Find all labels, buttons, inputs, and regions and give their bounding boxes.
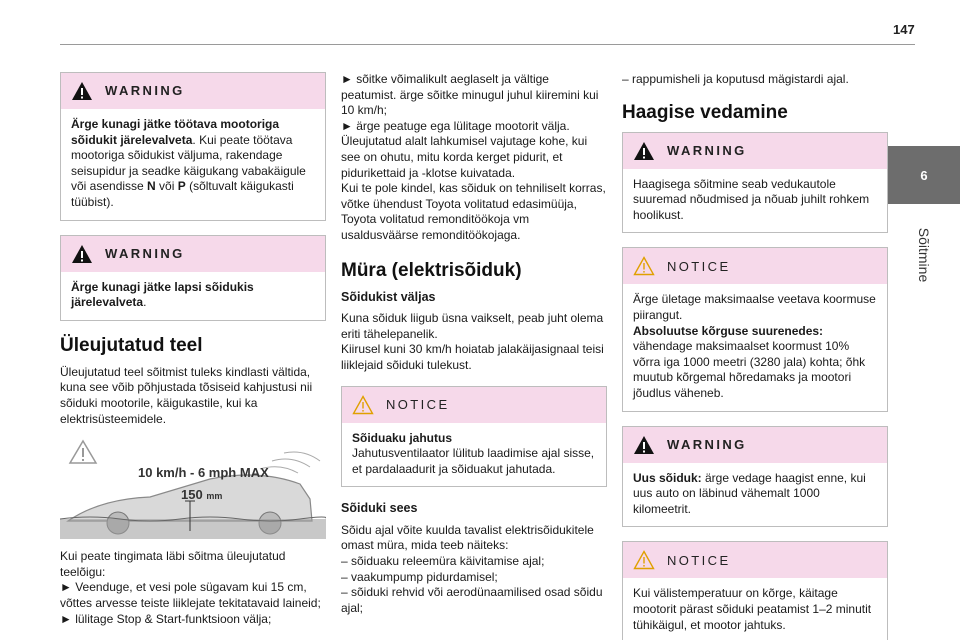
notice-text: Kui välistemperatuur on kõrge, käitage mootorit pärast sõiduki peatamist 1–2 minutit tühikäigul, et mootor jahtuks. xyxy=(633,586,872,632)
warning-icon xyxy=(633,435,655,455)
warning-text: Ärge kunagi jätke lapsi sõidukis järelevalveta. xyxy=(71,279,254,310)
section-title: Müra (elektrisõiduk) xyxy=(341,259,522,281)
notice-title: NOTICE xyxy=(667,258,731,274)
column-3 xyxy=(622,72,888,640)
paragraph: Sõidu ajal võite kuulda tavalist elektrisõidukitele omast müra, mida teeb näiteks: xyxy=(341,522,594,553)
notice-icon xyxy=(352,395,374,415)
notice-title: NOTICE xyxy=(667,552,731,568)
flooded-road-illustration xyxy=(60,439,326,539)
paragraph: Kui te pole kindel, kas sõiduk on tehniliselt korras, võtke ühendust Toyota volitatud edasimüüja, Toyota volitatud remonditöökoja vm usaldusväärse remonditöökojaga. xyxy=(341,181,606,242)
warning-header xyxy=(61,73,325,109)
column-2 xyxy=(341,72,607,616)
warning-icon xyxy=(71,244,93,264)
page-number: 147 xyxy=(893,22,915,37)
warning-icon xyxy=(71,81,93,101)
warning-box xyxy=(60,235,326,321)
notice-icon xyxy=(633,256,655,276)
notice-box xyxy=(622,247,888,411)
warning-text: Ärge kunagi jätke töötava mootoriga sõidukit järelevalveta. Kui peate töötava mootoriga sõidukist väljuma, rakendage seisupidur ja seadke käigukang vabakäigule või asendisse N või P (sõltuvalt käigukasti tüübist). xyxy=(71,117,306,209)
column-1 xyxy=(60,72,326,627)
subsection-title: Sõiduki sees xyxy=(341,501,418,516)
warning-icon xyxy=(633,141,655,161)
warning-header xyxy=(623,427,887,463)
warning-text: Uus sõiduk: ärge vedage haagist enne, kui uus auto on läbinud vähemalt 1000 kilomeetrit. xyxy=(633,470,866,516)
warning-box xyxy=(60,72,326,221)
notice-header xyxy=(623,542,887,578)
speed-limit-label: 10 km/h - 6 mph MAX xyxy=(138,465,269,481)
notice-box xyxy=(341,386,607,488)
notice-header xyxy=(623,248,887,284)
notice-text: Ärge ületage maksimaalse veetava koormuse piirangut. Absoluutse kõrguse suurenedes: vähendage maksimaalset koormust 10% võrra iga 1000 meetri (3280 jala) kohta; õhk muutub kõrgemal hõredamaks ja mootori jõudlus väheneb. xyxy=(633,292,876,400)
bullet-item: ► Veenduge, et vesi pole sügavam kui 15 cm, võttes arvesse teiste liiklejate tekitatavaid laineid; xyxy=(60,580,321,610)
paragraph: Kuna sõiduk liigub üsna vaikselt, peab juht olema eriti tähelepanelik. xyxy=(341,311,604,341)
warning-box xyxy=(622,426,888,528)
warning-text: Haagisega sõitmine seab vedukautole suuremad nõudmised ja nõuab juhilt rohkem hoolikust. xyxy=(633,176,870,222)
bullet-item: ► lülitage Stop & Start-funktsioon välja; xyxy=(60,611,272,626)
warning-header xyxy=(61,236,325,272)
warning-box xyxy=(622,132,888,234)
notice-header xyxy=(342,387,606,423)
paragraph: Üleujutatud teel sõitmist tuleks kindlasti vältida, kuna see võib põhjustada tõsiseid kahjustusi nii sõiduki mootorile, käigukastile, kui ka elektrisüsteemidele. xyxy=(60,364,313,426)
chapter-label xyxy=(888,210,960,300)
depth-label: 150 mm xyxy=(181,487,223,503)
warning-title: WARNING xyxy=(667,436,747,452)
notice-title: NOTICE xyxy=(386,396,450,412)
bullet-item: ► sõitke võimalikult aeglaselt ja vältige peatumist. ärge sõitke minugul juhul kiiremini kui 10 km/h; xyxy=(341,72,599,118)
chapter-tab[interactable] xyxy=(888,146,960,204)
dash-item: – vaakumpump pidurdamisel; xyxy=(341,569,498,584)
bullet-item: ► ärge peatuge ega lülitage mootorit välja. xyxy=(341,118,570,133)
dash-item: – sõiduki rehvid või aerodünaamilised osad sõidu ajal; xyxy=(341,585,603,615)
subsection-title: Sõidukist väljas xyxy=(341,289,436,304)
section-title: Üleujutatud teel xyxy=(60,334,203,356)
section-title: Haagise vedamine xyxy=(622,101,788,123)
notice-box xyxy=(622,541,888,640)
dash-item: – rappumisheli ja koputusd mägistardi ajal. xyxy=(622,72,849,86)
paragraph: Üleujutatud alalt lahkumisel vajutage kohe, kui see on ohutu, mitu korda kerget pidurit, et pidurikettaid ja -klotse kuivatada. xyxy=(341,134,588,180)
warning-title: WARNING xyxy=(105,83,185,99)
paragraph: Kui peate tingimata läbi sõitma üleujutatud teelõigu: xyxy=(60,549,286,579)
chapter-number: 6 xyxy=(920,167,928,183)
warning-title: WARNING xyxy=(667,142,747,158)
paragraph: Kiirusel kuni 30 km/h hoiatab jalakäijasignaal teisi liiklejaid sõiduki tulekust. xyxy=(341,342,604,372)
dash-item: – sõiduaku releemüra käivitamise ajal; xyxy=(341,554,545,569)
warning-header xyxy=(623,133,887,169)
chapter-title: Sõitmine xyxy=(916,227,932,283)
notice-icon xyxy=(633,550,655,570)
warning-title: WARNING xyxy=(105,245,185,261)
notice-text: Sõiduaku jahutus Jahutusventilaator lülitub laadimise ajal sisse, et pardalaadurit ja sõiduakut jahutada. xyxy=(352,430,595,476)
header-rule xyxy=(60,44,915,45)
